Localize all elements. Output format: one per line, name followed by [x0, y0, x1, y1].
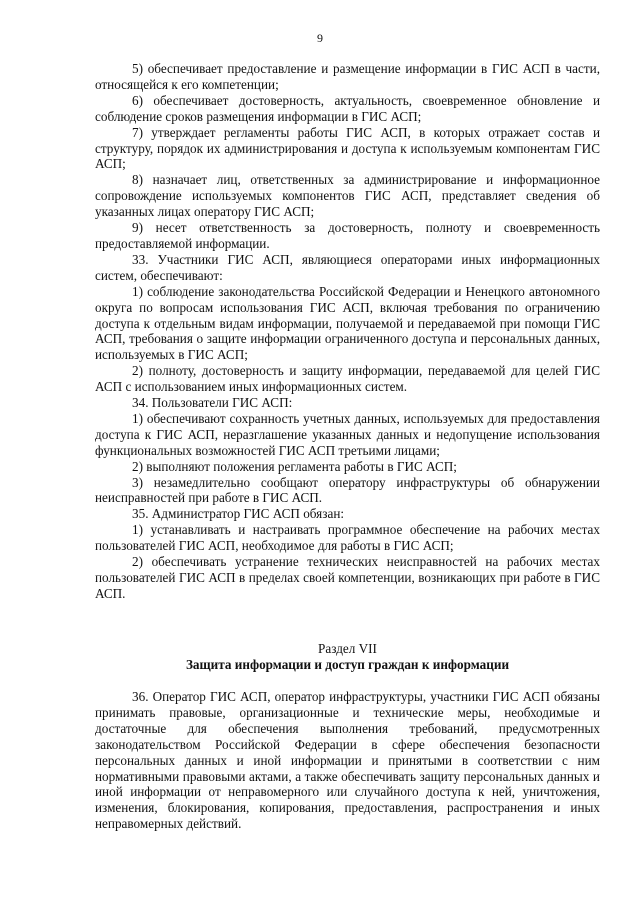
paragraph: 33. Участники ГИС АСП, являющиеся операторами иных информационных систем, обеспечивают:	[95, 251, 600, 283]
paragraph: 9) несет ответственность за достоверность, полноту и своевременность предоставляемой информации.	[95, 220, 600, 251]
paragraph: 8) назначает лиц, ответственных за администрирование и информационное сопровождение используемых компонентов ГИС АСП, представляет сведения об указанных лицах оператору ГИС АСП;	[95, 172, 600, 220]
paragraph: 2) обеспечивать устранение технических неисправностей на рабочих местах пользователей ГИС АСП в пределах своей компетенции, возникающих при работе в ГИС АСП.	[95, 554, 600, 601]
section-title: Защита информации и доступ граждан к информации	[185, 657, 510, 672]
paragraph: 6) обеспечивает достоверность, актуальность, своевременное обновление и соблюдение сроков размещения информации в ГИС АСП;	[95, 92, 600, 124]
page-number: 9	[317, 31, 323, 45]
paragraph: 5) обеспечивает предоставление и размещение информации в ГИС АСП в части, относящейся к его компетенции;	[95, 61, 600, 92]
paragraph: 1) соблюдение законодательства Российской Федерации и Ненецкого автономного округа по вопросам использования ГИС АСП, включая требования по ограничению доступа к отдельным видам информации, получаемой и передаваемой при помощи ГИС АСП, требования о защите информации ограниченного доступа и персональных данных, используемых в ГИС АСП;	[95, 283, 600, 363]
body-text-bottom	[95, 689, 600, 832]
paragraph: 2) полноту, достоверность и защиту информации, передаваемой для целей ГИС АСП с использованием иных информационных систем.	[95, 363, 600, 395]
paragraph: 1) устанавливать и настраивать программное обеспечение на рабочих местах пользователей ГИС АСП, необходимое для работы в ГИС АСП;	[95, 522, 600, 554]
paragraph: 3) незамедлительно сообщают оператору инфраструктуры об обнаружении неисправностей при работе в ГИС АСП.	[95, 474, 600, 506]
paragraph: 34. Пользователи ГИС АСП:	[132, 395, 293, 411]
section-number: Раздел VII	[318, 641, 377, 656]
paragraph: 1) обеспечивают сохранность учетных данных, используемых для предоставления доступа к ГИС АСП, неразглашение указанных данных и недопущение использования функциональных возможностей ГИС АСП третьими лицами;	[95, 410, 600, 458]
paragraph: 35. Администратор ГИС АСП обязан:	[132, 506, 345, 522]
paragraph: 7) утверждает регламенты работы ГИС АСП, в которых отражает состав и структуру, порядок их администрирования и доступа к используемым компонентам ГИС АСП;	[95, 124, 600, 172]
paragraph: 36. Оператор ГИС АСП, оператор инфраструктуры, участники ГИС АСП обязаны принимать правовые, организационные и технические меры, необходимые и достаточные для обеспечения выполнения требований, предусмотренных законодательством Российской Федерации в сфере обеспечения безопасности персональных данных и иной информации и принятыми в соответствии с ним нормативными правовыми актами, а также обеспечивать защиту персональных данных и иной информации от неправомерного или случайного доступа к ней, уничтожения, изменения, блокирования, копирования, предоставления, распространения и иных неправомерных действий.	[95, 689, 600, 832]
section-heading	[95, 641, 600, 673]
body-text-top	[95, 61, 600, 602]
paragraph: 2) выполняют положения регламента работы в ГИС АСП;	[132, 458, 457, 474]
